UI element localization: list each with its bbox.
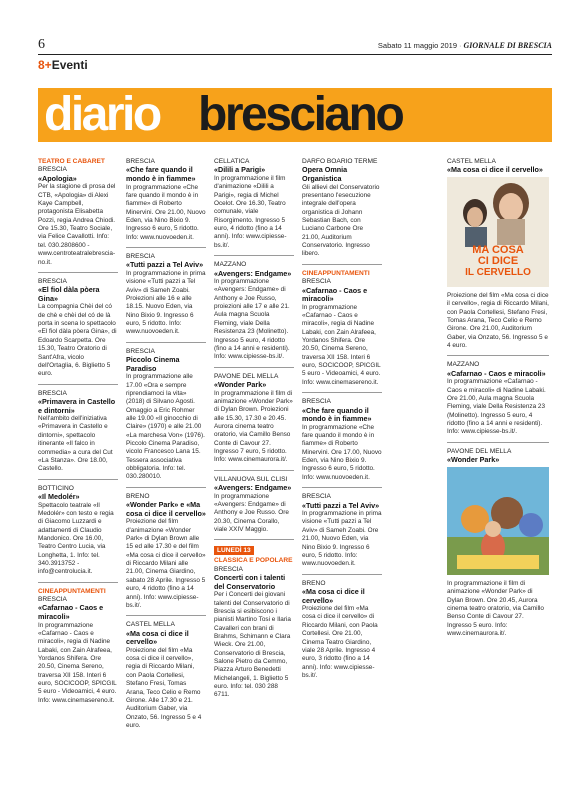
listing-city: BRESCIA [126, 347, 155, 355]
listing-title: «Avengers: Endgame» [214, 483, 292, 493]
listing-title: Opera Omnia Organistica [302, 165, 348, 183]
listing-city: BRESCIA [38, 596, 67, 604]
listing-ma-cosa-castel-mella [126, 621, 206, 730]
poster-title-line-2: CI DICE [477, 255, 519, 267]
dateline-separator: · [459, 41, 462, 50]
listing-title: «Wonder Park» e «Ma cosa ci dice il cervello» [126, 500, 206, 518]
listing-title: «Che fare quando il mondo è in fiamme» [302, 405, 372, 424]
listing-il-medoler [38, 485, 118, 577]
listing-text: In programmazione in prima visione «Tutti pazzi a Tel Aviv» di Sameh Zoabi. Proiezioni alle 16 e alle 18.15. Nuovo Eden, via Nino Bixio 9. Ingresso 6 euro, 5 ridotto. Info: www.nuovoeden.it. [126, 270, 206, 336]
listing-title: «Primavera in Castello e dintorni» [38, 396, 116, 415]
category-heading: TEATRO E CABARET [38, 158, 105, 165]
listing-city: BRENO [302, 579, 326, 587]
listing-city: PAVONE DEL MELLA [214, 372, 279, 380]
divider [214, 367, 294, 368]
listing-cafarnao-mazzano [447, 361, 549, 436]
listing-city: PAVONE DEL MELLA [447, 447, 512, 455]
divider [38, 384, 118, 385]
listing-city: BRESCIA [126, 158, 155, 165]
listing-city: CELLATICA [214, 158, 250, 165]
divider [214, 470, 294, 471]
listing-title: «Cafarnao - Caos e miracoli» [447, 368, 546, 378]
listing-title: «Avengers: Endgame» [214, 268, 292, 278]
listing-city: BRESCIA [214, 565, 243, 573]
poster-artwork-wonder-park [447, 467, 549, 575]
listing-cafarnao [38, 588, 118, 705]
column-4 [302, 158, 382, 773]
listing-text: In programmazione in prima visione «Tutti pazzi a Tel Aviv» di Sameh Zoabi. Ore 21.00, Nuovo Eden, via Nino Bixio 9. Ingresso 6 euro, 5 ridotto. Info: www.nuovoeden.it. [302, 510, 382, 568]
divider [214, 539, 294, 540]
listing-title: Piccolo Cinema Paradiso [126, 355, 180, 373]
listing-title: «Che fare quando il mondo è in fiamme» [126, 165, 196, 183]
section-prefix: 8+ [38, 58, 52, 72]
issue-date: Sabato 11 maggio 2019 [377, 41, 458, 50]
listing-wonder-park-breno [126, 493, 206, 610]
listing-title: «Ma cosa ci dice il cervello» [447, 165, 543, 175]
divider [447, 355, 549, 356]
listing-city: VILLANUOVA SUL CLISI [214, 475, 288, 483]
listing-title: «Cafarnao - Caos e miracoli» [38, 603, 104, 622]
listing-text: In programmazione «Avengers: Endgame» di Anthony e Joe Russo, proiezioni alle 17 e alle 21. Aula magna Scuola Fleming, viale Della Resistenza 23 (Molinetto). Ingresso 5 euro, 4 ridotto (fino a 14 anni e residenti). Info: www.cipiesse-bs.it/. [214, 278, 290, 361]
listing-el-fiol [38, 278, 118, 379]
newspaper-name: GIORNALE DI BRESCIA [463, 41, 552, 50]
movie-poster-wonder-park [447, 467, 549, 575]
divider [302, 487, 382, 488]
listing-title: «Wonder Park» [214, 379, 267, 389]
listing-city: BRESCIA [302, 493, 331, 501]
listing-apologia [38, 158, 118, 267]
listing-text: In programmazione «Che fare quando il mondo è in fiamme» di Roberto Minervini. Ore 17.00, Nuovo Eden, via Nino Bixio 9. Ingresso 6 euro, 5 ridotto. Info: www.nuovoeden.it. [302, 423, 382, 481]
banner-word-bresciano: bresciano [198, 88, 403, 141]
divider [38, 582, 118, 583]
listing-city: BRESCIA [38, 166, 67, 174]
listing-wonder-park-pavone [214, 373, 294, 465]
listing-title: «Dilili a Parigi» [214, 165, 266, 175]
listing-title: «Tutti pazzi a Tel Aviv» [126, 260, 204, 270]
listing-city: MAZZANO [214, 261, 247, 269]
listing-cafarnao-lunedi [302, 270, 382, 387]
column-5 [447, 158, 549, 773]
listing-text: Proiezione del film «Ma cosa ci dice il cervello», regia di Riccardo Milani, con Paola Cortellesi, Stefano Fresi, Tomas Arana, Teco Celio e Remo Girone. Ore 21.00, Auditorium Gaber, via Onzato, 56. Ingresso 5 e 4 euro. [447, 292, 549, 350]
listing-text: In programmazione «Che fare quando il mondo è in fiamme» di Roberto Minervini. Ore 21.00, Nuovo Eden, via Nino Bixio 9. Ingresso 6 euro, 5 ridotto. Info: www.nuovoeden.it. [126, 183, 206, 241]
listing-text: In programmazione «Cafarnao - Caos e miracoli» di Nadine Labaki. Ore 21.00, Aula magna Scuola Fleming, viale Della Resistenza 23 (Molinetto). Ingresso 5 euro, 4 ridotto (fino a 14 anni e residenti). Info: www.cipiesse-bs.it/. [447, 378, 546, 436]
listing-text: Nell'ambito dell'iniziativa «Primavera in Castello e dintorni», spettacolo itinerante «Il falco in commedia» a cura del Cut «La Stanza». Ore 18.00, Castello. [38, 415, 113, 473]
column-2 [126, 158, 206, 773]
day-heading: LUNEDÌ 13 [214, 546, 254, 555]
listing-text: Proiezione del film «Ma cosa ci dice il cervello», regia di Riccardo Milani, con Paola Cortellesi, Stefano Fresi, Tomas Arana, Teco Celio e Remo Girone. Alle 17.30 e 21. Auditorium Gaber, via Onzato, 56. Ingresso 5 e 4 euro. [126, 646, 202, 729]
listing-tutti-pazzi [126, 253, 206, 337]
section-label [38, 57, 88, 73]
listing-city: BRESCIA [38, 277, 67, 285]
divider [214, 255, 294, 256]
listing-city: BRESCIA [302, 398, 331, 406]
column-1 [38, 158, 118, 773]
listing-wonder-park-pavone-lunedi [447, 448, 549, 638]
listing-ma-cosa-castel-mella-lunedi [447, 158, 549, 350]
listing-text: In programmazione «Avengers: Endgame» di Anthony e Joe Russo. Ore 20.30, Cinema Corallo, viale XXIV Maggio. [214, 492, 289, 533]
divider [38, 272, 118, 273]
listing-city: MAZZANO [447, 361, 480, 369]
divider [447, 442, 549, 443]
listing-title: «Wonder Park» [447, 455, 500, 465]
listing-text: In programmazione «Cafarnao - Caos e miracoli», regia di Nadine Labaki, con Zain Alrafeea, Yordanos Shifera. Ore 20.50, Cinema Sereno, traversa XII 158. Interi 6 euro, SOCICOOP, SPICGIL 5 euro - Videoamici, 4 euro. Info: www.cinemasereno.it. [302, 303, 381, 386]
listing-opera-omnia [302, 158, 382, 259]
listing-city: CASTEL MELLA [126, 621, 175, 629]
listing-title: «Apologia» [38, 173, 77, 183]
divider [302, 392, 382, 393]
listing-city: DARFO BOARIO TERME [302, 158, 378, 165]
listing-text: In programmazione il film d'animazione «Dilili a Parigi», regia di Michel Ocelot. Ore 16.30, Teatro comunale, viale Risorgimento. Ingresso 5 euro, 4 ridotto (fino a 14 anni). Info: www.cipiesse-bs.it/. [214, 175, 287, 249]
divider [126, 487, 206, 488]
listing-city: BRESCIA [126, 253, 155, 260]
listing-text: Gli allievi del Conservatorio presentano l'esecuzione integrale dell'opera organistica di Johann Sebastian Bach, con Luciano Carbone Ore 21.00, Auditorium Conservatorio. Ingresso libero. [302, 183, 380, 258]
listing-title: «Ma cosa ci dice il cervello» [126, 628, 189, 647]
category-heading: CLASSICA E POPOLARE [214, 557, 293, 565]
listing-piccolo-cinema [126, 348, 206, 482]
listing-title: «Il Medolér» [38, 491, 80, 501]
listing-text: In programmazione «Cafarnao - Caos e miracoli», regia di Nadine Labaki, con Zain Alrafeea, Yordanos Shifera. Ore 20.50, Cinema Sereno, traversa XII 158. Interi 6 euro, SOCICOOP, SPICGIL 5 euro - Videoamici, 4 euro. Info: www.cinemasereno.it. [38, 621, 117, 704]
poster-title-line-1: MA COSA [472, 244, 524, 256]
listing-text: Proiezione del film d'animazione «Wonder Park» di Dylan Brown alle 15 ed alle 17.30 e del film «Ma cosa ci dice il cervello» di Riccardo Milani alle 21.00, Cinema Giardino, sabato 28 Aprile. Ingresso 5 euro, 4 ridotto (fino a 14 anni). Info: www.cipiesse-bs.it/. [126, 518, 206, 609]
listing-text: Proiezione del film «Ma cosa ci dice il cervello» di Riccardo Milani, con Paola Cortellesi. Ore 21.00, Cinema Teatro Giardino, viale 28 Aprile. Ingresso 4 euro, 3 ridotto (fino a 14 anni). Info: www.cipiesse-bs.it/. [302, 605, 378, 679]
listing-che-fare [126, 158, 206, 242]
poster-title-line-3: IL CERVELLO [465, 267, 531, 278]
listing-text: Per la stagione di prosa del CTB, «Apologia» di Alexi Kaye Campbell, protagonista Elisabetta Pozzi, regia Andrea Chiodi. Ore 15.30, Teatro Sociale, via Felice Cavallotti. Info: tel. 030.2808600 - www.centroteatralebrescia-no.it. [38, 183, 116, 266]
category-heading: CINEAPPUNTAMENTI [38, 587, 106, 595]
column-3 [214, 158, 294, 773]
listing-ma-cosa-breno [302, 580, 382, 681]
listing-text: In programmazione il film di animazione «Wonder Park» di Dylan Brown. Ore 20.45, Aurora cinema teatro oratorio, via Camillo Benso Conte di Cavour 27. Ingresso 5 euro. Info: www.cinemaurora.it/. [447, 579, 544, 637]
listing-avengers-villanuova [214, 476, 294, 535]
divider [126, 342, 206, 343]
listing-text: Spettacolo teatrale «Il Medolér» con testo e regia di Giacomo Luzzardi e adattamenti di Claudio Mandonico. Ore 16.00, Teatro Centro Lucia, via Longhetta, 1. Info: tel. 340.3913752 - info@centrolucia.it. [38, 501, 114, 576]
listing-city: BRESCIA [38, 389, 67, 397]
divider [38, 479, 118, 480]
listing-text: Per i Concerti dei giovani talenti del Conservatorio di Brescia si esibiscono i pianisti Martino Tosi e Ilaria Cavalleri con brani di Brahms, Schimann e Clara Wieck. Ore 21.00, Conservatorio di Brescia, Salone Pietro da Cemmo, Piazza Arturo Benedetti Michelangeli, 1. Biglietto 5 euro. Info: tel. 030 288 6711. [214, 591, 291, 699]
movie-poster-ma-cosa [447, 177, 549, 287]
page-number: 6 [38, 37, 45, 52]
listing-city: CASTEL MELLA [447, 158, 496, 165]
listing-dilili [214, 158, 294, 250]
listing-title: «Cafarnao - Caos e miracoli» [302, 285, 368, 304]
divider [126, 615, 206, 616]
diario-banner [38, 88, 552, 142]
divider [126, 247, 206, 248]
section-name: Eventi [51, 58, 88, 72]
category-heading: CINEAPPUNTAMENTI [302, 269, 370, 277]
listing-concerti-conservatorio [214, 557, 294, 699]
divider [302, 264, 382, 265]
poster-artwork [447, 177, 549, 287]
divider [302, 574, 382, 575]
listing-tutti-pazzi-lunedi [302, 493, 382, 568]
listing-city: BRENO [126, 492, 150, 500]
listing-city: BOTTICINO [38, 484, 74, 492]
listing-title: «Ma cosa ci dice il cervello» [302, 586, 365, 605]
listing-text: La compagnia Chèi del có de chè e chèi del có de là porta in scena lo spettacolo «El fiol dàla pòera Gina», di Edoardo Scarpetta. Ore 15.30, Teatro Oratorio di Sant'Afra, vicolo dell'Ortaglia, 6. Biglietto 5 euro. [38, 303, 117, 378]
listing-title: «El fiol dàla pòera Gina» [38, 285, 100, 303]
listing-text: In programmazione alle 17.00 «Ora e sempre riprendiamoci la vita» (2018) di Silvano Agosti. Omaggio a Eric Rohmer alle 19.00 «Il ginocchio di Claire» (1970) e alle 21.00 «La marchesa Von» (1976). Piccolo Cinema Paradiso, vicolo Francesco Lana 15. Tessera associativa obbligatoria. Info: tel. 030.280010. [126, 373, 205, 481]
listing-title: «Tutti pazzi a Tel Aviv» [302, 500, 380, 510]
listing-primavera-castello [38, 390, 118, 474]
listing-title: Concerti con i talenti del Conservatorio [214, 573, 286, 591]
listing-text: In programmazione il film di animazione «Wonder Park» di Dylan Brown. Proiezioni alle 15.30, 17.30 e 20.45. Aurora cinema teatro oratorio, via Camillo Benso Conte di Cavour 27. Ingresso 7 euro, 5 ridotto. Info: www.cinemaurora.it/. [214, 389, 293, 464]
dateline [378, 41, 552, 50]
banner-word-diario: diario [44, 88, 160, 141]
listing-che-fare-lunedi [302, 398, 382, 482]
listing-city: BRESCIA [302, 278, 331, 286]
listing-avengers-mazzano [214, 261, 294, 361]
page-header [38, 38, 552, 55]
